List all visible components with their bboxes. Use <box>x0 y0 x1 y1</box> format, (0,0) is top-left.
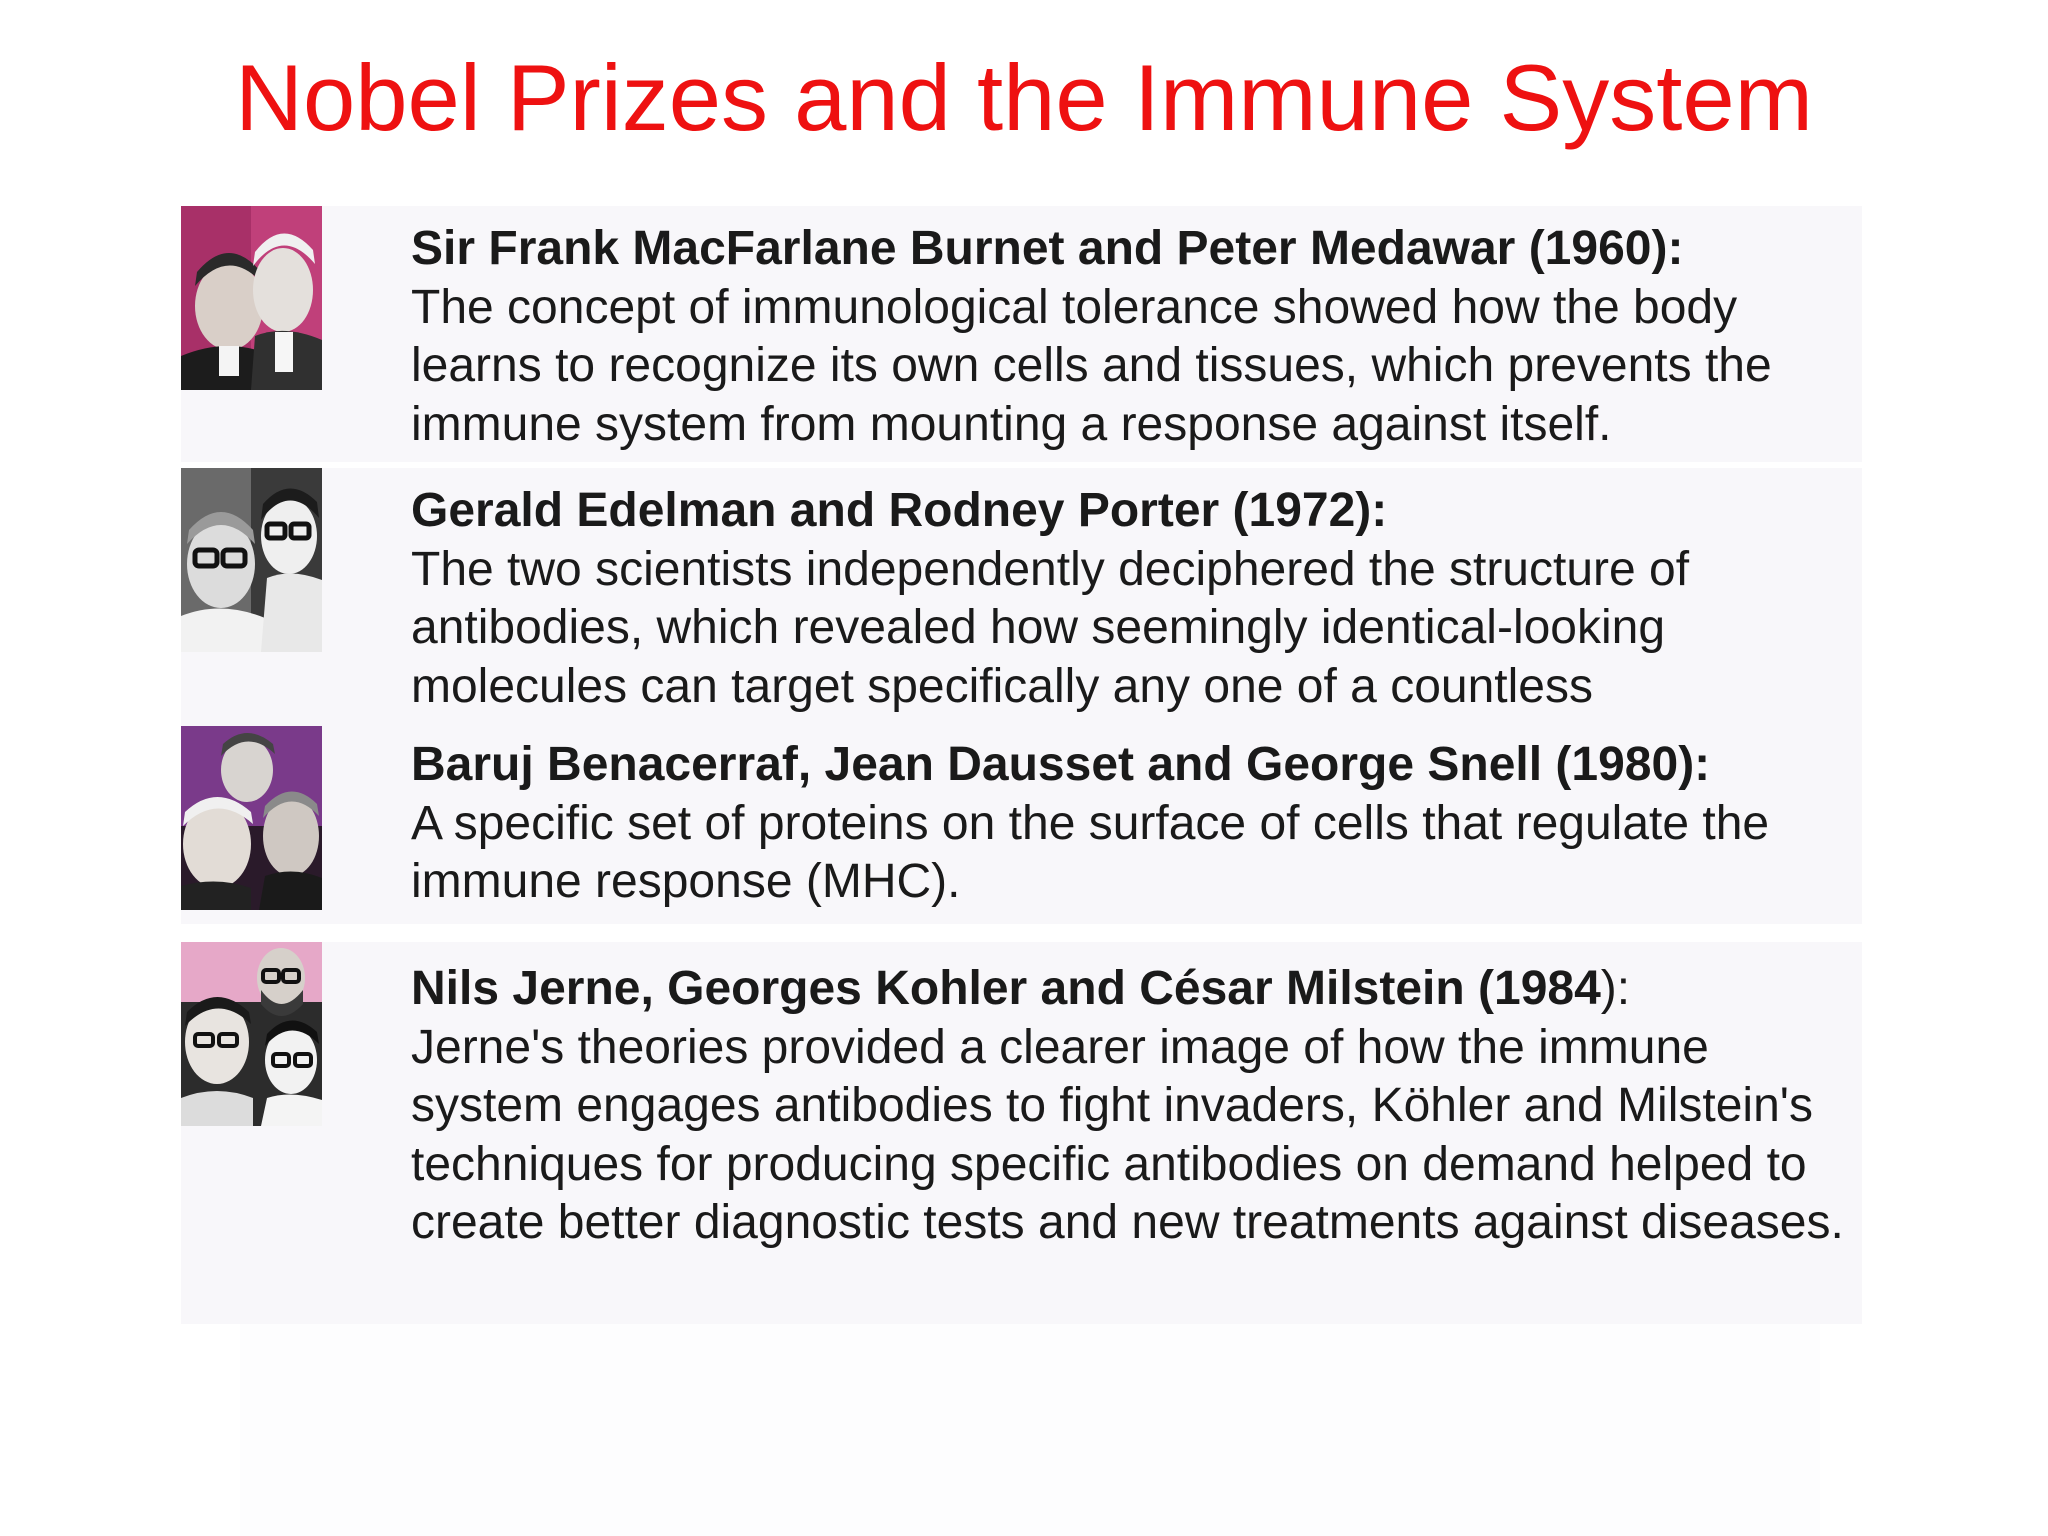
entry-heading: Gerald Edelman and Rodney Porter (1972): <box>411 484 1388 537</box>
entry-text <box>411 736 1851 912</box>
page-title: Nobel Prizes and the Immune System <box>235 45 1813 150</box>
nobel-entry-1980 <box>181 726 1862 924</box>
entry-text <box>411 960 1851 1253</box>
entry-heading: Nils Jerne, Georges Kohler and César Milstein (1984 <box>411 962 1601 1015</box>
portrait-image <box>181 726 322 910</box>
background-panel <box>240 1300 1820 1536</box>
entry-description: The two scientists independently deciphered the structure of antibodies, which revealed how seemingly identical-looking molecules can target specifically any one of a countless <box>411 542 1690 713</box>
portrait-image <box>181 942 322 1126</box>
entry-heading: Sir Frank MacFarlane Burnet and Peter Medawar (1960): <box>411 222 1684 275</box>
entry-description: A specific set of proteins on the surface of cells that regulate the immune response (MHC). <box>411 796 1770 908</box>
nobel-entry-1960 <box>181 206 1862 462</box>
entry-description: The concept of immunological tolerance showed how the body learns to recognize its own cells and tissues, which prevents the immune system from mounting a response against itself. <box>411 280 1772 451</box>
nobel-entry-1984 <box>181 942 1862 1324</box>
entry-description: Jerne's theories provided a clearer image of how the immune system engages antibodies to fight invaders, Köhler and Milstein's techniques for producing specific antibodies on demand helped to create better diagnostic tests and new treatments against diseases. <box>411 1020 1844 1249</box>
portrait-image <box>181 468 322 652</box>
laureates-portrait <box>181 468 322 652</box>
laureates-portrait <box>181 942 322 1126</box>
laureates-portrait <box>181 726 322 910</box>
entry-text <box>411 220 1851 454</box>
entry-heading-tail: ): <box>1600 962 1631 1015</box>
nobel-entry-1972 <box>181 468 1862 726</box>
portrait-image <box>181 206 322 390</box>
entry-heading: Baruj Benacerraf, Jean Dausset and George Snell (1980): <box>411 738 1711 791</box>
laureates-portrait <box>181 206 322 390</box>
entry-text <box>411 482 1851 716</box>
